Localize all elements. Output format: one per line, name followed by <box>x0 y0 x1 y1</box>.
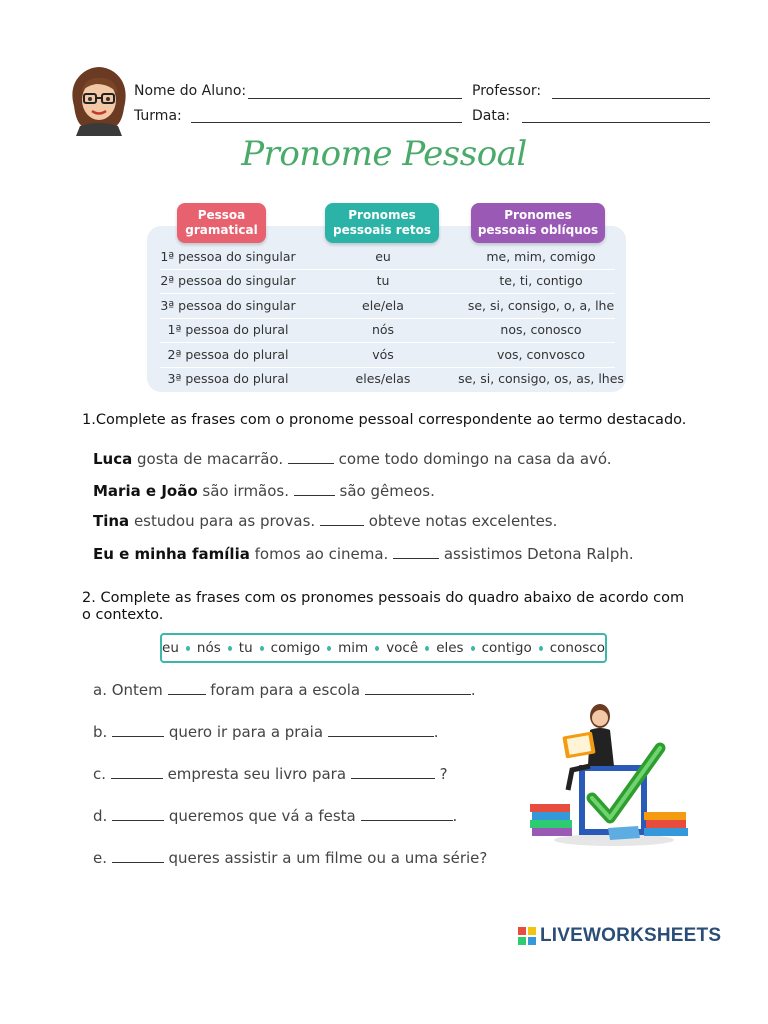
exercise2-item-d: d. queremos que vá a festa . <box>93 807 458 825</box>
table-cell: tu <box>376 273 390 288</box>
word-bank-item: comigo <box>270 640 321 656</box>
liveworksheets-icon <box>518 927 536 945</box>
word-bank-item: contigo <box>481 640 532 656</box>
word-bank-item: eu <box>162 640 179 656</box>
date-field[interactable] <box>522 122 710 123</box>
header-straight-pronouns: Pronomes pessoais retos <box>325 203 439 243</box>
student-name-field[interactable] <box>248 98 462 99</box>
table-cell: 3ª pessoa do plural <box>167 371 289 386</box>
answer-blank[interactable] <box>351 766 435 779</box>
bullet-dot <box>539 646 543 651</box>
word-bank <box>160 633 607 663</box>
table-cell: vós <box>372 347 394 362</box>
header-oblique-pronouns: Pronomes pessoais oblíquos <box>471 203 605 243</box>
header-grammatical-person: Pessoa gramatical <box>177 203 266 243</box>
class-label: Turma: <box>134 108 182 124</box>
table-cell: te, ti, contigo <box>499 273 583 288</box>
bullet-dot <box>186 646 190 651</box>
table-cell: se, si, consigo, os, as, lhes <box>458 371 624 386</box>
exercise1-sentence: Tina estudou para as provas. obteve notas excelentes. <box>93 512 558 530</box>
table-row-divider <box>160 318 615 319</box>
table-cell: nós <box>371 322 395 337</box>
liveworksheets-logo <box>518 924 721 948</box>
table-row-divider <box>160 342 615 343</box>
answer-blank[interactable] <box>112 808 164 821</box>
word-bank-item: tu <box>238 640 253 656</box>
answer-blank[interactable] <box>168 682 206 695</box>
table-cell: nos, conosco <box>500 322 582 337</box>
answer-blank[interactable] <box>112 724 164 737</box>
table-cell: ele/ela <box>362 298 404 313</box>
answer-blank[interactable] <box>111 766 163 779</box>
teacher-checkmark-illustration <box>526 700 696 850</box>
date-label: Data: <box>472 108 511 124</box>
student-name-label: Nome do Aluno: <box>134 83 247 99</box>
answer-blank[interactable] <box>320 513 364 526</box>
exercise2-item-e: e. queres assistir a um filme ou a uma série? <box>93 849 488 867</box>
word-bank-item: mim <box>338 640 369 656</box>
table-row-divider <box>160 367 615 368</box>
exercise2-item-c: c. empresta seu livro para ? <box>93 765 448 783</box>
bullet-dot <box>471 646 475 651</box>
answer-blank[interactable] <box>294 483 335 496</box>
teacher-avatar <box>66 64 132 136</box>
exercise1-sentence: Luca gosta de macarrão. come todo domingo na casa da avó. <box>93 450 612 468</box>
class-field[interactable] <box>191 122 462 123</box>
exercise2-item-b: b. quero ir para a praia . <box>93 723 439 741</box>
table-cell: 1ª pessoa do plural <box>167 322 289 337</box>
table-row-divider <box>160 293 615 294</box>
exercise2-item-a: a. Ontem foram para a escola . <box>93 681 476 699</box>
exercise1-sentence: Eu e minha família fomos ao cinema. assistimos Detona Ralph. <box>93 545 634 563</box>
exercise2-title: 2. Complete as frases com os pronomes pessoais do quadro abaixo de acordo com o contexto. <box>82 590 685 623</box>
table-row-divider <box>160 269 615 270</box>
table-cell: vos, convosco <box>496 347 586 362</box>
bullet-dot <box>425 646 429 651</box>
answer-blank[interactable] <box>112 850 164 863</box>
word-bank-item: você <box>386 640 419 656</box>
table-cell: 2ª pessoa do singular <box>160 273 296 288</box>
word-bank-item: nós <box>196 640 221 656</box>
answer-blank[interactable] <box>288 451 334 464</box>
page-title: Pronome Pessoal <box>241 134 527 174</box>
bullet-dot <box>228 646 232 651</box>
answer-blank[interactable] <box>328 724 434 737</box>
teacher-label: Professor: <box>472 83 542 99</box>
table-cell: eu <box>375 249 391 264</box>
answer-blank[interactable] <box>365 682 471 695</box>
exercise1-title: 1.Complete as frases com o pronome pessoal correspondente ao termo destacado. <box>82 412 687 428</box>
exercise1-sentence: Maria e João são irmãos. são gêmeos. <box>93 482 435 500</box>
teacher-field[interactable] <box>552 98 710 99</box>
highlighted-term: Maria e João <box>93 482 198 500</box>
bullet-dot <box>375 646 379 651</box>
table-cell: 3ª pessoa do singular <box>160 298 296 313</box>
highlighted-term: Tina <box>93 512 130 530</box>
table-cell: eles/elas <box>355 371 411 386</box>
answer-blank[interactable] <box>361 808 453 821</box>
word-bank-item: conosco <box>549 640 605 656</box>
answer-blank[interactable] <box>393 546 439 559</box>
word-bank-item: eles <box>436 640 464 656</box>
table-cell: 1ª pessoa do singular <box>160 249 296 264</box>
table-cell: se, si, consigo, o, a, lhe <box>467 298 615 313</box>
highlighted-term: Luca <box>93 450 133 468</box>
highlighted-term: Eu e minha família <box>93 545 250 563</box>
bullet-dot <box>260 646 264 651</box>
bullet-dot <box>327 646 331 651</box>
table-cell: me, mim, comigo <box>486 249 596 264</box>
brand-name: LIVEWORKSHEETS <box>540 925 722 946</box>
table-cell: 2ª pessoa do plural <box>167 347 289 362</box>
